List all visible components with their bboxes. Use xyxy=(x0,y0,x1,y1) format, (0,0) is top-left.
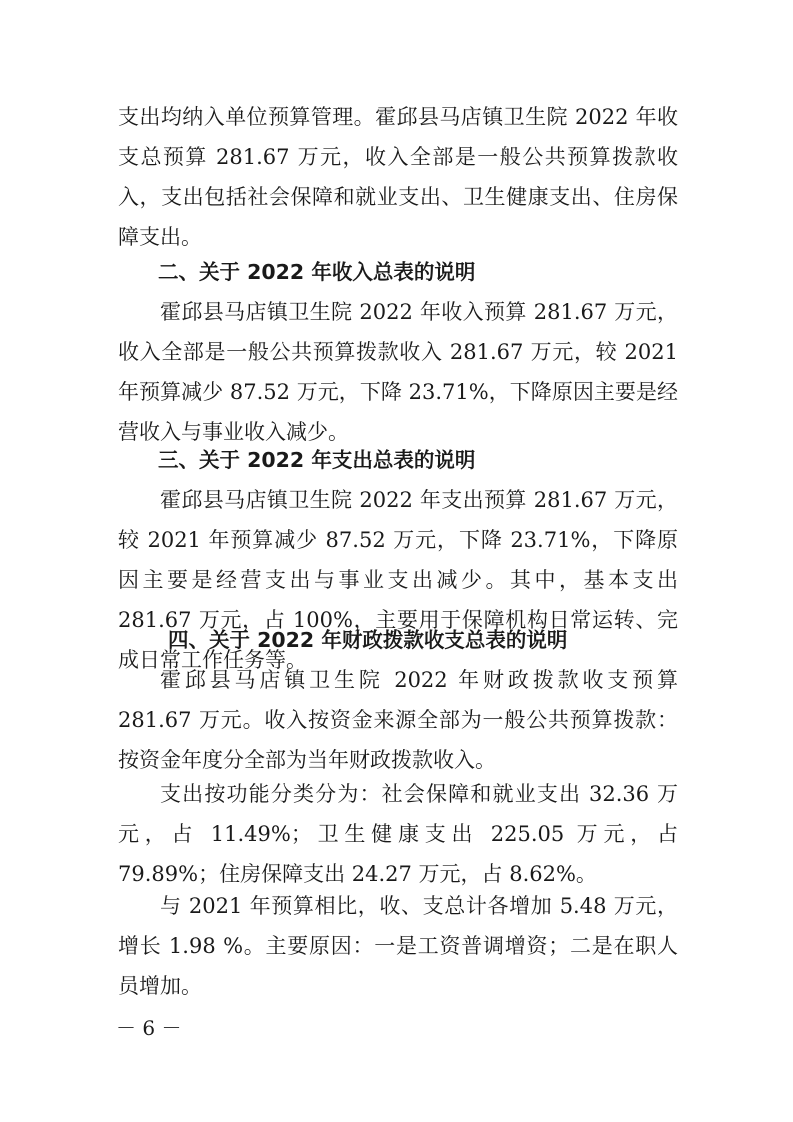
paragraph-functional: 支出按功能分类分为：社会保障和就业支出 32.36 万元，占 11.49%；卫生健康支出 225.05 万元，占 79.89%；住房保障支出 24.27 万元，占 8.62%。 xyxy=(118,782,678,886)
paragraph-expense: 霍邱县马店镇卫生院 2022 年支出预算 281.67 万元，较 2021 年预算减少 87.52 万元，下降 23.71%，下降原因主要是经营支出与事业支出减少。其中，基本支出 281.67 万元，占 100%，主要用于保障机构日常运转、完成日常工作任务等。 xyxy=(118,488,678,672)
page-number: － 6 － xyxy=(116,1016,182,1040)
paragraph-lead: 支出均纳入单位预算管理。霍邱县马店镇卫生院 2022 年收支总预算 281.67 万元，收入全部是一般公共预算拨款收入，支出包括社会保障和就业支出、卫生健康支出、住房保障支出。 xyxy=(118,105,678,249)
heading-expense-table: 三、关于 2022 年支出总表的说明 xyxy=(158,448,476,472)
heading-fiscal-table: 四、关于 2022 年财政拨款收支总表的说明 xyxy=(168,628,568,652)
paragraph-fiscal: 霍邱县马店镇卫生院 2022 年财政拨款收支预算 281.67 万元。收入按资金来源全部为一般公共预算拨款：按资金年度分全部为当年财政拨款收入。 xyxy=(118,668,678,772)
paragraph-income: 霍邱县马店镇卫生院 2022 年收入预算 281.67 万元，收入全部是一般公共预算拨款收入 281.67 万元，较 2021 年预算减少 87.52 万元，下降 23.71%，下降原因主要是经营收入与事业收入减少。 xyxy=(118,300,678,444)
heading-income-table: 二、关于 2022 年收入总表的说明 xyxy=(158,260,476,284)
paragraph-compare: 与 2021 年预算相比，收、支总计各增加 5.48 万元，增长 1.98 %。主要原因：一是工资普调增资；二是在职人员增加。 xyxy=(118,894,678,998)
